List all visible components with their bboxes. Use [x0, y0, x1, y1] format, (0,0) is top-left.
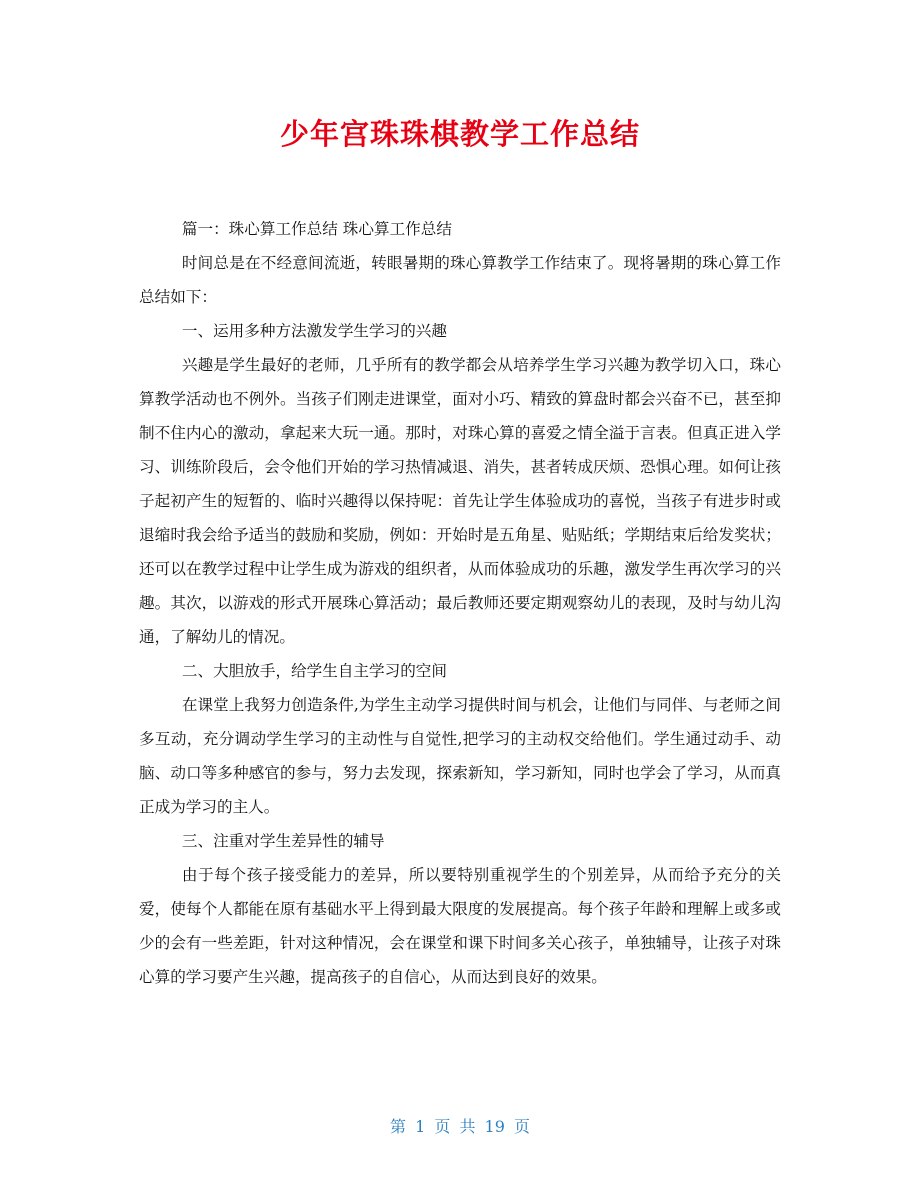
- page-number-footer: 第 1 页 共 19 页: [390, 1117, 530, 1136]
- paragraph: 由于每个孩子接受能力的差异，所以要特别重视学生的个别差异，从而给予充分的关爱，使每个人都能在原有基础水平上得到最大限度的发展提高。每个孩子年龄和理解上或多或少的会有一些差距，针对这种情况，会在课堂和课下时间多关心孩子，单独辅导，让孩子对珠心算的学习要产生兴趣，提高孩子的自信心，从而达到良好的效果。: [139, 866, 781, 986]
- section-heading: 篇一：珠心算工作总结 珠心算工作总结: [181, 220, 452, 238]
- document-body: [139, 212, 781, 994]
- paragraph: 在课堂上我努力创造条件,为学生主动学习提供时间与机会，让他们与同伴、与老师之间多互动，充分调动学生学习的主动性与自觉性,把学习的主动权交给他们。学生通过动手、动脑、动口等多种感官的参与，努力去发现，探索新知，学习新知，同时也学会了学习，从而真正成为学习的主人。: [139, 696, 781, 816]
- paragraph: 时间总是在不经意间流逝，转眼暑期的珠心算教学工作结束了。现将暑期的珠心算工作总结如下：: [139, 254, 781, 306]
- document-title: 少年宫珠珠棋教学工作总结: [279, 117, 640, 151]
- section-heading: 三、注重对学生差异性的辅导: [181, 832, 385, 850]
- section-heading: 一、运用多种方法激发学生学习的兴趣: [181, 322, 447, 340]
- section-heading: 二、大胆放手，给学生自主学习的空间: [181, 662, 447, 680]
- paragraph: 兴趣是学生最好的老师，几乎所有的教学都会从培养学生学习兴趣为教学切入口，珠心算教学活动也不例外。当孩子们刚走进课堂，面对小巧、精致的算盘时都会兴奋不已，甚至抑制不住内心的激动，拿起来大玩一通。那时，对珠心算的喜爱之情全溢于言表。但真正进入学习、训练阶段后，会令他们开始的学习热情减退、消失，甚者转成厌烦、恐惧心理。如何让孩子起初产生的短暂的、临时兴趣得以保持呢：首先让学生体验成功的喜悦，当孩子有进步时或退缩时我会给予适当的鼓励和奖励，例如：开始时是五角星、贴贴纸；学期结束后给发奖状；还可以在教学过程中让学生成为游戏的组织者，从而体验成功的乐趣，激发学生再次学习的兴趣。其次，以游戏的形式开展珠心算活动；最后教师还要定期观察幼儿的表现，及时与幼儿沟通，了解幼儿的情况。: [139, 356, 781, 646]
